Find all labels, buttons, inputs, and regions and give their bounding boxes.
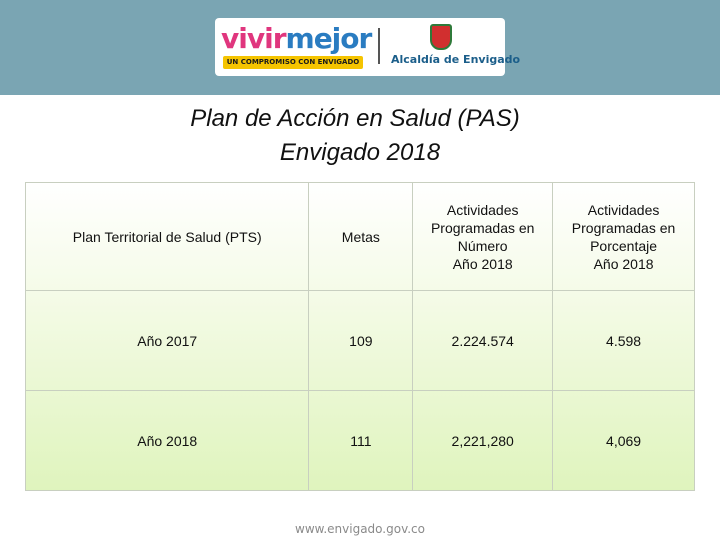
cell-numero: 2.224.574 bbox=[413, 291, 553, 391]
header-pts: Plan Territorial de Salud (PTS) bbox=[26, 183, 309, 291]
table-row bbox=[26, 291, 695, 391]
vivir-mejor-logo bbox=[215, 18, 521, 76]
cell-porcentaje: 4,069 bbox=[553, 391, 695, 491]
logo-word-mejor: mejor bbox=[285, 22, 372, 55]
header-metas: Metas bbox=[309, 183, 413, 291]
cell-metas: 111 bbox=[309, 391, 413, 491]
cell-year: Año 2017 bbox=[26, 291, 309, 391]
cell-numero: 2,221,280 bbox=[413, 391, 553, 491]
cell-metas: 109 bbox=[309, 291, 413, 391]
logo-word-vivir: vivir bbox=[221, 22, 286, 55]
municipality-name: Alcaldía de Envigado bbox=[391, 53, 521, 66]
logo-wordmark bbox=[221, 24, 371, 54]
logo-divider bbox=[378, 28, 380, 64]
header-actividades-numero: Actividades Programadas en Número Año 2018 bbox=[413, 183, 553, 291]
page-title-line1: Plan de Acción en Salud (PAS) bbox=[190, 105, 520, 132]
pas-table bbox=[25, 182, 695, 491]
envigado-seal-icon bbox=[430, 24, 452, 50]
page-title-line2: Envigado 2018 bbox=[279, 139, 441, 166]
cell-year: Año 2018 bbox=[26, 391, 309, 491]
footer-url: www.envigado.gov.co bbox=[295, 522, 425, 536]
header-actividades-porcentaje: Actividades Programadas en Porcentaje Año 2018 bbox=[553, 183, 695, 291]
table-header-row bbox=[26, 183, 695, 291]
header-band bbox=[0, 0, 720, 95]
cell-porcentaje: 4.598 bbox=[553, 291, 695, 391]
table-row bbox=[26, 391, 695, 491]
logo-tagline: UN COMPROMISO CON ENVIGADO bbox=[223, 56, 363, 69]
